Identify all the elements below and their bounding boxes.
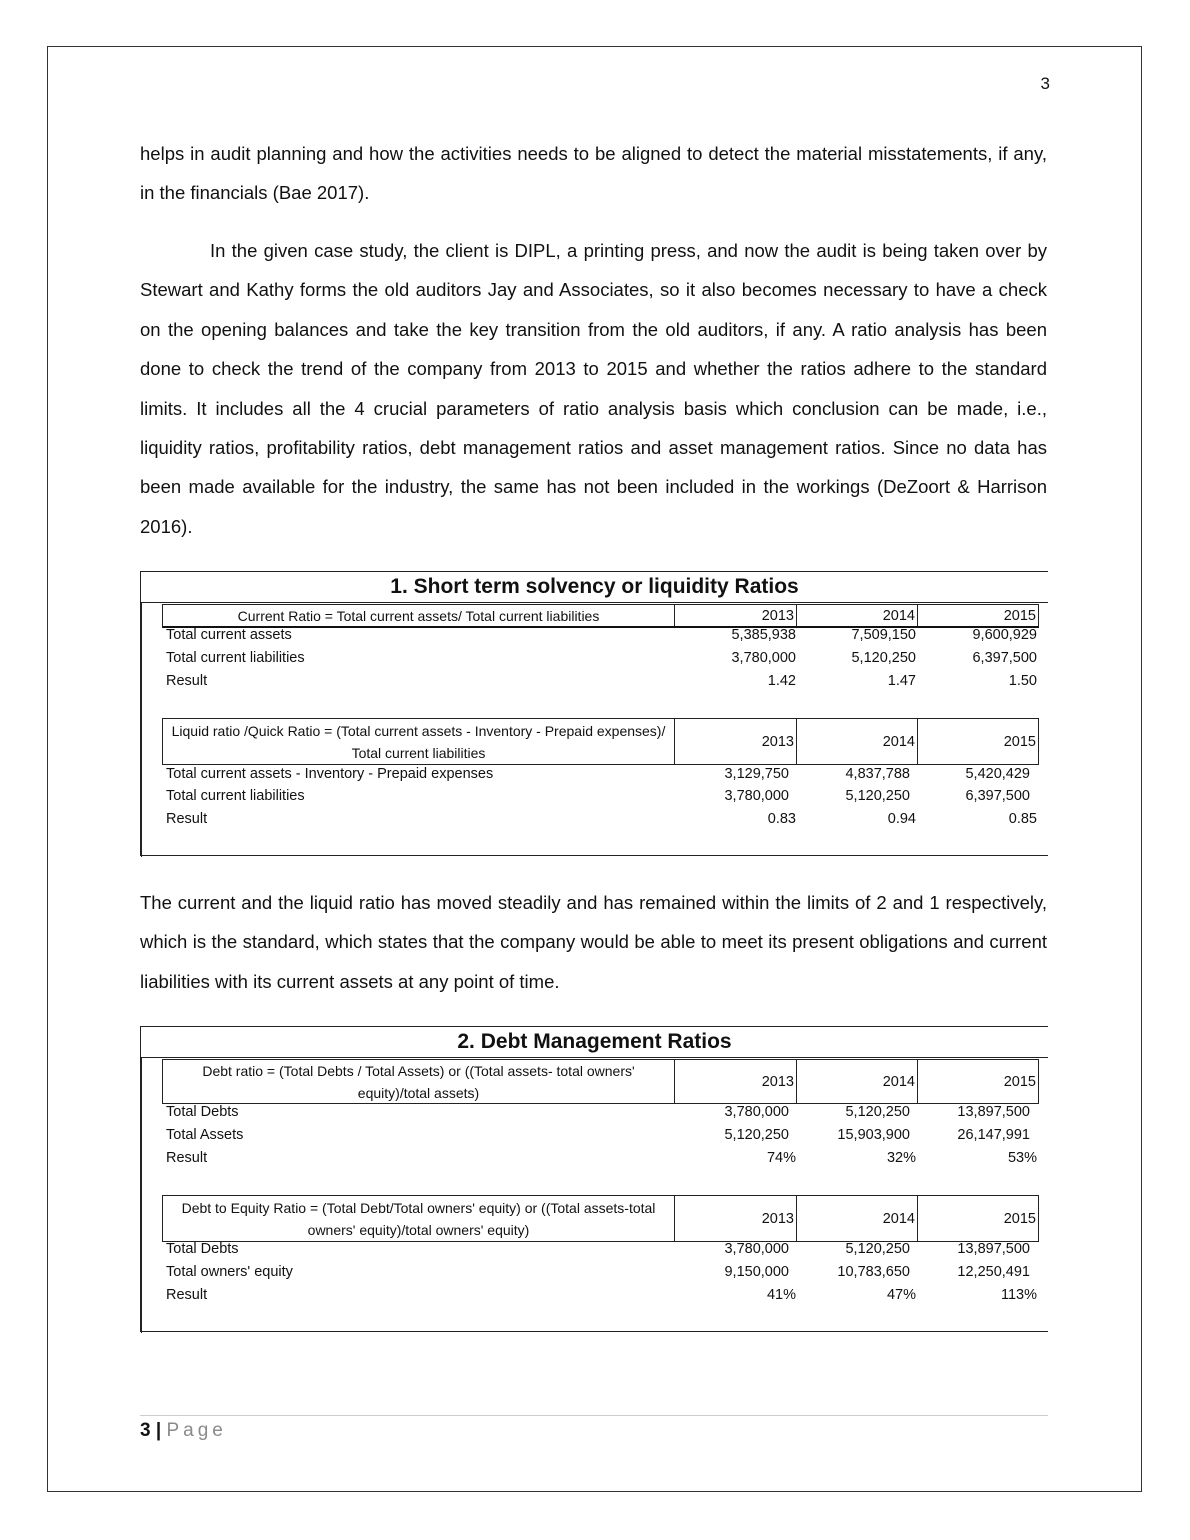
cell-value: 9,600,929: [972, 627, 1037, 643]
cell-value: 1.42: [767, 673, 796, 689]
cell-value: 5,120,250: [845, 1104, 910, 1120]
row-label: Result: [166, 673, 208, 689]
paragraph-1: helps in audit planning and how the activities needs to be aligned to detect the material misstatements, if any, in the financials (Bae 2017).: [140, 143, 1047, 204]
cell-value: 12,250,491: [957, 1264, 1030, 1280]
row-label: Total current assets: [166, 627, 292, 643]
footer-divider: [140, 1415, 1048, 1416]
cell-value: 5,120,250: [724, 1127, 789, 1143]
liquidity-ratios-table: [140, 571, 1048, 856]
cell-value: 1.47: [887, 673, 916, 689]
cell-value: 6,397,500: [965, 788, 1030, 804]
cell-value: 13,897,500: [957, 1241, 1030, 1257]
table-row: [166, 808, 1046, 831]
cell-value: 0.85: [1008, 811, 1037, 827]
page-number: 3: [1040, 74, 1050, 93]
row-label: Total current liabilities: [166, 788, 305, 804]
cell-value: 5,420,429: [965, 766, 1030, 782]
year-header: 2013: [675, 719, 797, 764]
cell-value: 113%: [1000, 1287, 1037, 1303]
cell-value: 3,780,000: [731, 650, 796, 666]
table-row: [166, 1147, 1046, 1170]
debt-management-table: [140, 1026, 1048, 1332]
table-row: [166, 1284, 1046, 1307]
cell-value: 26,147,991: [957, 1127, 1030, 1143]
cell-value: 3,780,000: [724, 788, 789, 804]
formula-label: Debt ratio = (Total Debts / Total Assets) or ((Total assets- total owners' equity)/total assets): [163, 1060, 675, 1103]
quick-ratio-header: [162, 718, 1039, 765]
year-header: 2015: [1003, 733, 1036, 750]
year-header: 2014: [797, 1060, 918, 1103]
debt-to-equity-header: [162, 1195, 1039, 1242]
footer-separator: |: [155, 1420, 162, 1441]
cell-value: 53%: [1007, 1150, 1037, 1166]
row-label: Total Debts: [166, 1241, 239, 1257]
year-header: 2014: [797, 605, 918, 626]
row-label: Result: [166, 811, 208, 827]
year-header: 2014: [797, 719, 918, 764]
cell-value: 5,120,250: [851, 650, 916, 666]
cell-value: 3,129,750: [724, 766, 789, 782]
row-label: Total current liabilities: [166, 650, 305, 666]
paragraph-3: The current and the liquid ratio has moved steadily and has remained within the limits of 2 and 1 respectively, which is the standard, which states that the company would be able to meet its present obligations and current liabilities with its current assets at any point of time.: [140, 892, 1047, 992]
table-row: [166, 670, 1046, 693]
cell-value: 41%: [766, 1287, 796, 1303]
year-header: 2015: [1003, 1210, 1036, 1227]
cell-value: 1.50: [1008, 673, 1037, 689]
paragraph-2: In the given case study, the client is DIPL, a printing press, and now the audit is being taken over by Stewart and Kathy forms the old auditors Jay and Associates, so it also becomes necessary to have a check on the opening balances and take the key transition from the old auditors, if any. A ratio analysis has been done to check the trend of the company from 2013 to 2015 and whether the ratios adhere to the standard limits. It includes all the 4 crucial parameters of ratio analysis basis which conclusion can be made, i.e., liquidity ratios, profitability ratios, debt management ratios and asset management ratios. Since no data has been made available for the industry, the same has not been included in the workings (DeZoort & Harrison 2016).: [140, 240, 1047, 537]
formula-label: Liquid ratio /Quick Ratio = (Total current assets - Inventory - Prepaid expenses)/ Total current liabilities: [163, 719, 675, 764]
cell-value: 5,385,938: [731, 627, 796, 643]
cell-value: 5,120,250: [845, 1241, 910, 1257]
debt-ratio-header: [162, 1059, 1039, 1104]
table-row: [166, 1101, 1046, 1124]
cell-value: 9,150,000: [724, 1264, 789, 1280]
table-row: [166, 785, 1046, 808]
cell-value: 4,837,788: [845, 766, 910, 782]
cell-value: 6,397,500: [972, 650, 1037, 666]
row-label: Total current assets - Inventory - Prepaid expenses: [166, 766, 494, 782]
table-title: 1. Short term solvency or liquidity Ratios: [141, 572, 1048, 603]
formula-label: Debt to Equity Ratio = (Total Debt/Total owners' equity) or ((Total assets-total owners' equity)/total owners' equity): [163, 1196, 675, 1241]
cell-value: 3,780,000: [724, 1104, 789, 1120]
year-header: 2015: [1003, 607, 1036, 624]
row-label: Result: [166, 1150, 208, 1166]
year-header: 2014: [797, 1196, 918, 1241]
cell-value: 47%: [886, 1287, 916, 1303]
year-header: 2013: [675, 1196, 797, 1241]
table-row: [166, 1238, 1046, 1261]
cell-value: 7,509,150: [851, 627, 916, 643]
table-title: 2. Debt Management Ratios: [141, 1027, 1048, 1058]
cell-value: 3,780,000: [724, 1241, 789, 1257]
year-header: 2013: [675, 1060, 797, 1103]
footer-page-number: 3: [140, 1420, 151, 1441]
table-row: [166, 1124, 1046, 1147]
table-row: [166, 1261, 1046, 1284]
row-label: Total Debts: [166, 1104, 239, 1120]
table-row: [166, 624, 1046, 647]
row-label: Result: [166, 1287, 208, 1303]
year-header: 2015: [1003, 1073, 1036, 1090]
row-label: Total owners' equity: [166, 1264, 293, 1280]
year-header: 2013: [675, 605, 797, 626]
cell-value: 15,903,900: [837, 1127, 910, 1143]
footer-page-word: Page: [166, 1420, 227, 1441]
cell-value: 0.83: [767, 811, 796, 827]
row-label: Total Assets: [166, 1127, 244, 1143]
cell-value: 32%: [886, 1150, 916, 1166]
cell-value: 74%: [766, 1150, 796, 1166]
page-footer: [140, 1420, 227, 1442]
cell-value: 5,120,250: [845, 788, 910, 804]
formula-label: Current Ratio = Total current assets/ Total current liabilities: [163, 605, 675, 626]
cell-value: 13,897,500: [957, 1104, 1030, 1120]
cell-value: 10,783,650: [837, 1264, 910, 1280]
cell-value: 0.94: [887, 811, 916, 827]
table-row: [166, 647, 1046, 670]
table-row: [166, 763, 1046, 786]
